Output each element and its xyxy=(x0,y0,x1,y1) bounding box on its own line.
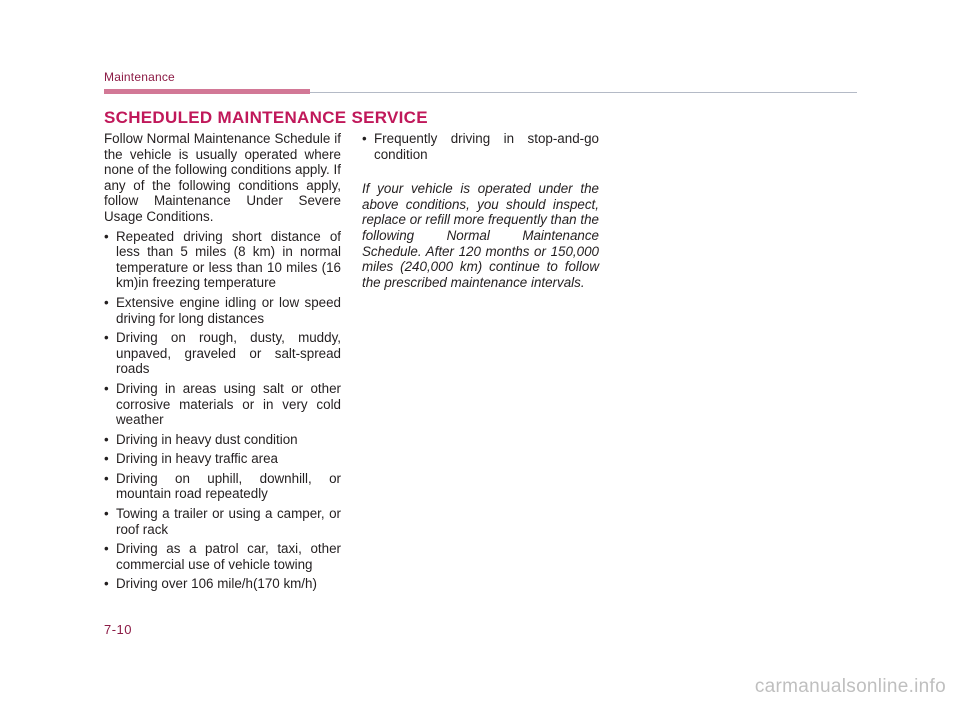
list-item: • Driving on uphill, downhill, or mountain road repeatedly xyxy=(104,471,341,502)
list-item: • Driving in heavy traffic area xyxy=(104,451,341,467)
list-item: • Driving in areas using salt or other corrosive materials or in very cold weather xyxy=(104,381,341,428)
list-item: • Frequently driving in stop-and-go condition xyxy=(362,131,599,162)
list-item: • Towing a trailer or using a camper, or roof rack xyxy=(104,506,341,537)
header-divider xyxy=(310,92,857,93)
page-number: 7-10 xyxy=(104,622,133,637)
page-title: SCHEDULED MAINTENANCE SERVICE xyxy=(104,108,428,127)
right-column xyxy=(362,131,599,290)
intro-paragraph: Follow Normal Maintenance Schedule if the vehicle is usually operated where none of the following conditions apply. If any of the following conditions apply, follow Maintenance Under Severe Usage Conditions. xyxy=(104,131,341,224)
condition-list-continued xyxy=(362,131,599,162)
watermark: carmanualsonline.info xyxy=(754,676,946,697)
maintenance-note: If your vehicle is operated under the above conditions, you should inspect, replace or refill more frequently than the following Normal Maintenance Schedule. After 120 months or 150,000 miles (240,000 km) continue to follow the prescribed maintenance intervals. xyxy=(362,181,599,290)
list-item: • Driving over 106 mile/h(170 km/h) xyxy=(104,576,341,592)
section-label: Maintenance xyxy=(104,70,175,84)
condition-list xyxy=(104,229,341,592)
list-item: • Driving on rough, dusty, muddy, unpaved, graveled or salt-spread roads xyxy=(104,330,341,377)
header-accent-bar xyxy=(104,89,310,94)
list-item: • Driving in heavy dust condition xyxy=(104,432,341,448)
list-item: • Driving as a patrol car, taxi, other commercial use of vehicle towing xyxy=(104,541,341,572)
list-item: • Repeated driving short distance of less than 5 miles (8 km) in normal temperature or less than 10 miles (16 km)in freezing temperature xyxy=(104,229,341,291)
left-column xyxy=(104,131,341,596)
list-item: • Extensive engine idling or low speed driving for long distances xyxy=(104,295,341,326)
